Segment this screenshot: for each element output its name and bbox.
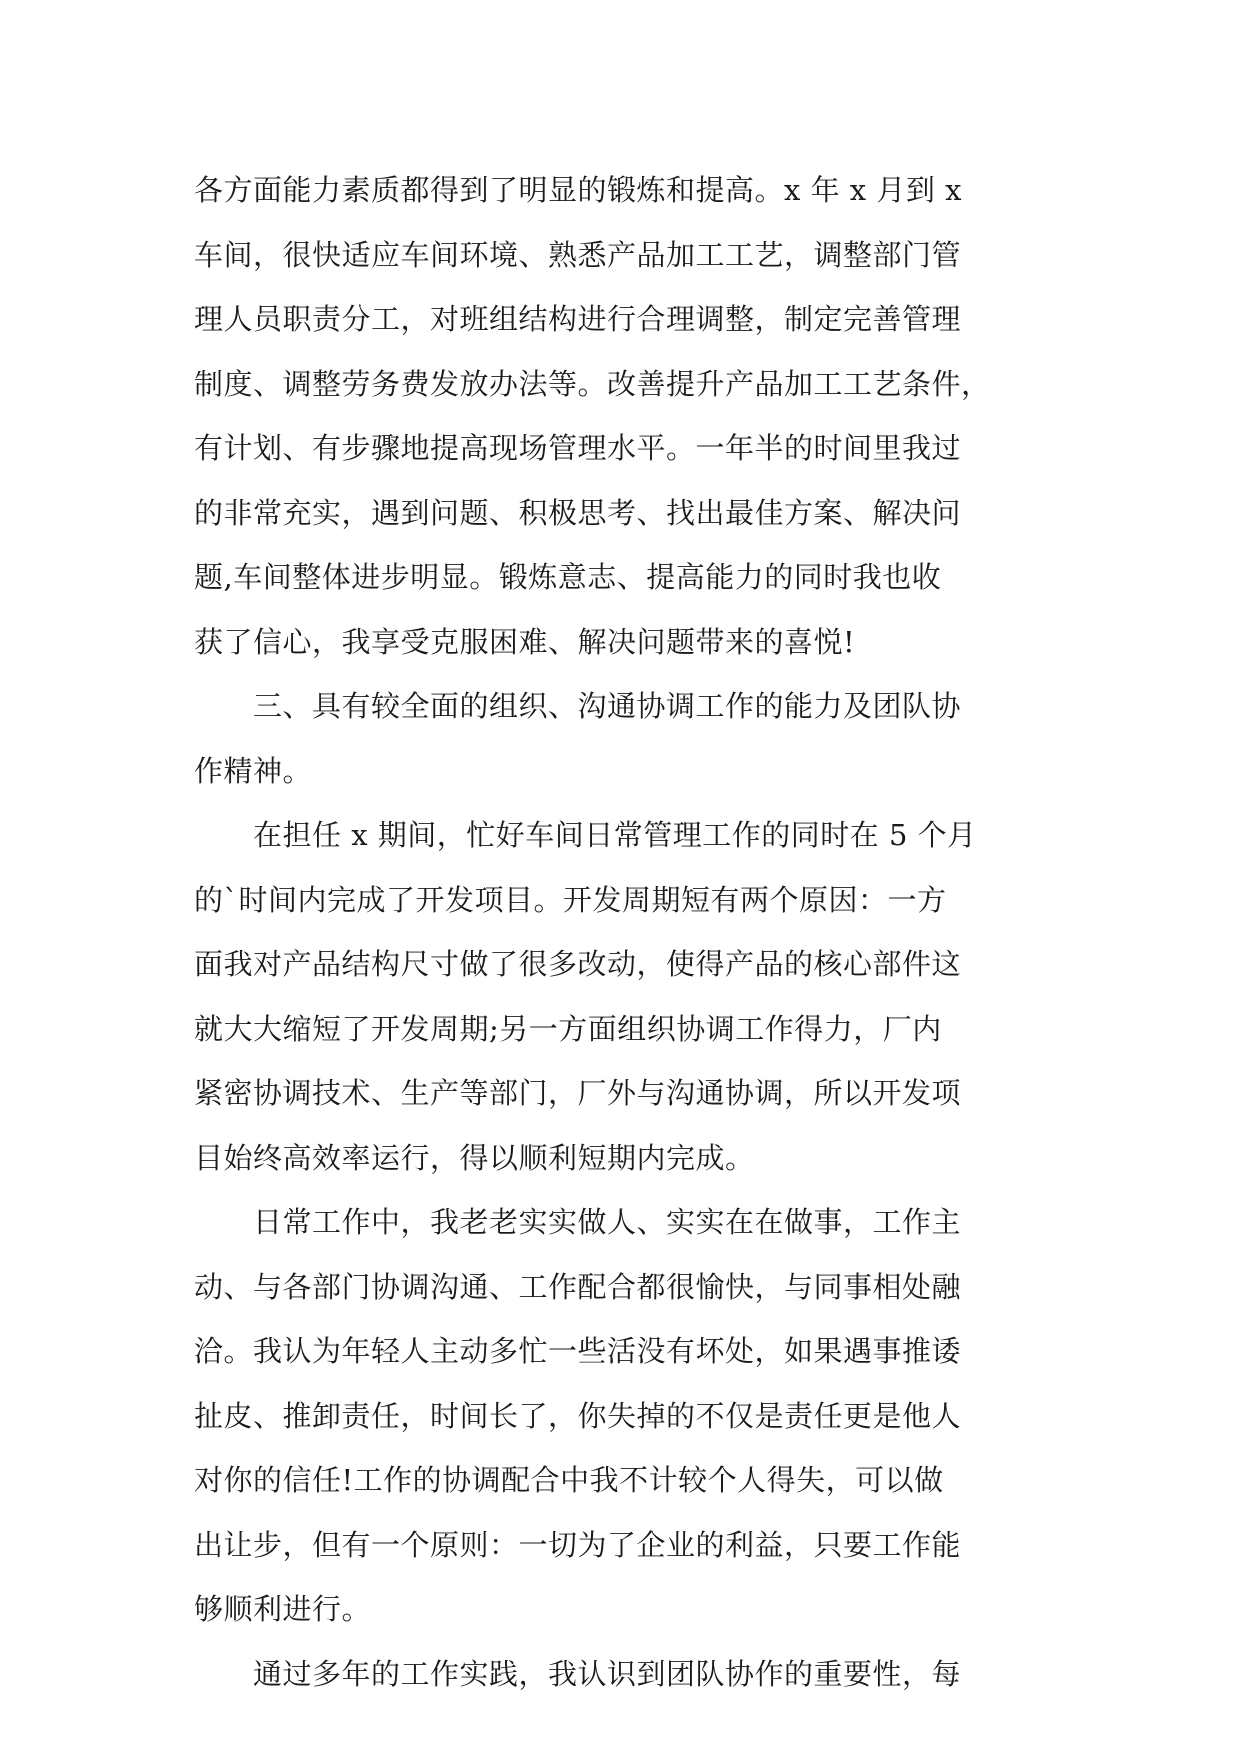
section-heading-line: 作精神。 <box>194 753 313 788</box>
text-line: 对你的信任!工作的协调配合中我不计较个人得失，可以做 <box>194 1463 944 1497</box>
text-line: 就大大缩短了开发周期;另一方面组织协调工作得力，厂内 <box>194 1011 942 1046</box>
text-line: 出让步，但有一个原则：一切为了企业的利益，只要工作能 <box>194 1527 962 1562</box>
section-heading-line: 三、具有较全面的组织、沟通协调工作的能力及团队协 <box>194 689 962 723</box>
text-line: 题,车间整体进步明显。锻炼意志、提高能力的同时我也收 <box>194 560 942 594</box>
text-line: 的`时间内完成了开发项目。开发周期短有两个原因：一方 <box>194 882 947 917</box>
text-line: 够顺利进行。 <box>194 1592 372 1626</box>
text-line: 日常工作中，我老老实实做人、实实在在做事，工作主 <box>194 1205 962 1239</box>
text-line: 紧密协调技术、生产等部门，厂外与沟通协调，所以开发项 <box>194 1076 962 1110</box>
text-line: 获了信心，我享受克服困难、解决问题带来的喜悦! <box>194 624 856 659</box>
text-line: 洽。我认为年轻人主动多忙一些活没有坏处，如果遇事推诿 <box>194 1334 962 1368</box>
text-line: 在担任 x 期间，忙好车间日常管理工作的同时在 5 个月 <box>194 818 977 852</box>
text-line: 有计划、有步骤地提高现场管理水平。一年半的时间里我过 <box>194 431 962 465</box>
text-line: 理人员职责分工，对班组结构进行合理调整，制定完善管理 <box>194 302 962 336</box>
text-line: 车间，很快适应车间环境、熟悉产品加工工艺，调整部门管 <box>194 237 962 272</box>
text-line: 扯皮、推卸责任，时间长了，你失掉的不仅是责任更是他人 <box>194 1398 962 1433</box>
text-line: 各方面能力素质都得到了明显的锻炼和提高。x 年 x 月到 x <box>194 173 962 207</box>
text-line: 目始终高效率运行，得以顺利短期内完成。 <box>194 1140 755 1175</box>
text-line: 制度、调整劳务费发放办法等。改善提升产品加工工艺条件， <box>194 366 991 401</box>
text-line: 通过多年的工作实践，我认识到团队协作的重要性，每 <box>194 1656 962 1691</box>
document-body <box>194 158 1054 1706</box>
text-line: 面我对产品结构尺寸做了很多改动，使得产品的核心部件这 <box>194 947 962 981</box>
text-line: 动、与各部门协调沟通、工作配合都很愉快，与同事相处融 <box>194 1269 962 1304</box>
text-line: 的非常充实，遇到问题、积极思考、找出最佳方案、解决问 <box>194 495 962 530</box>
